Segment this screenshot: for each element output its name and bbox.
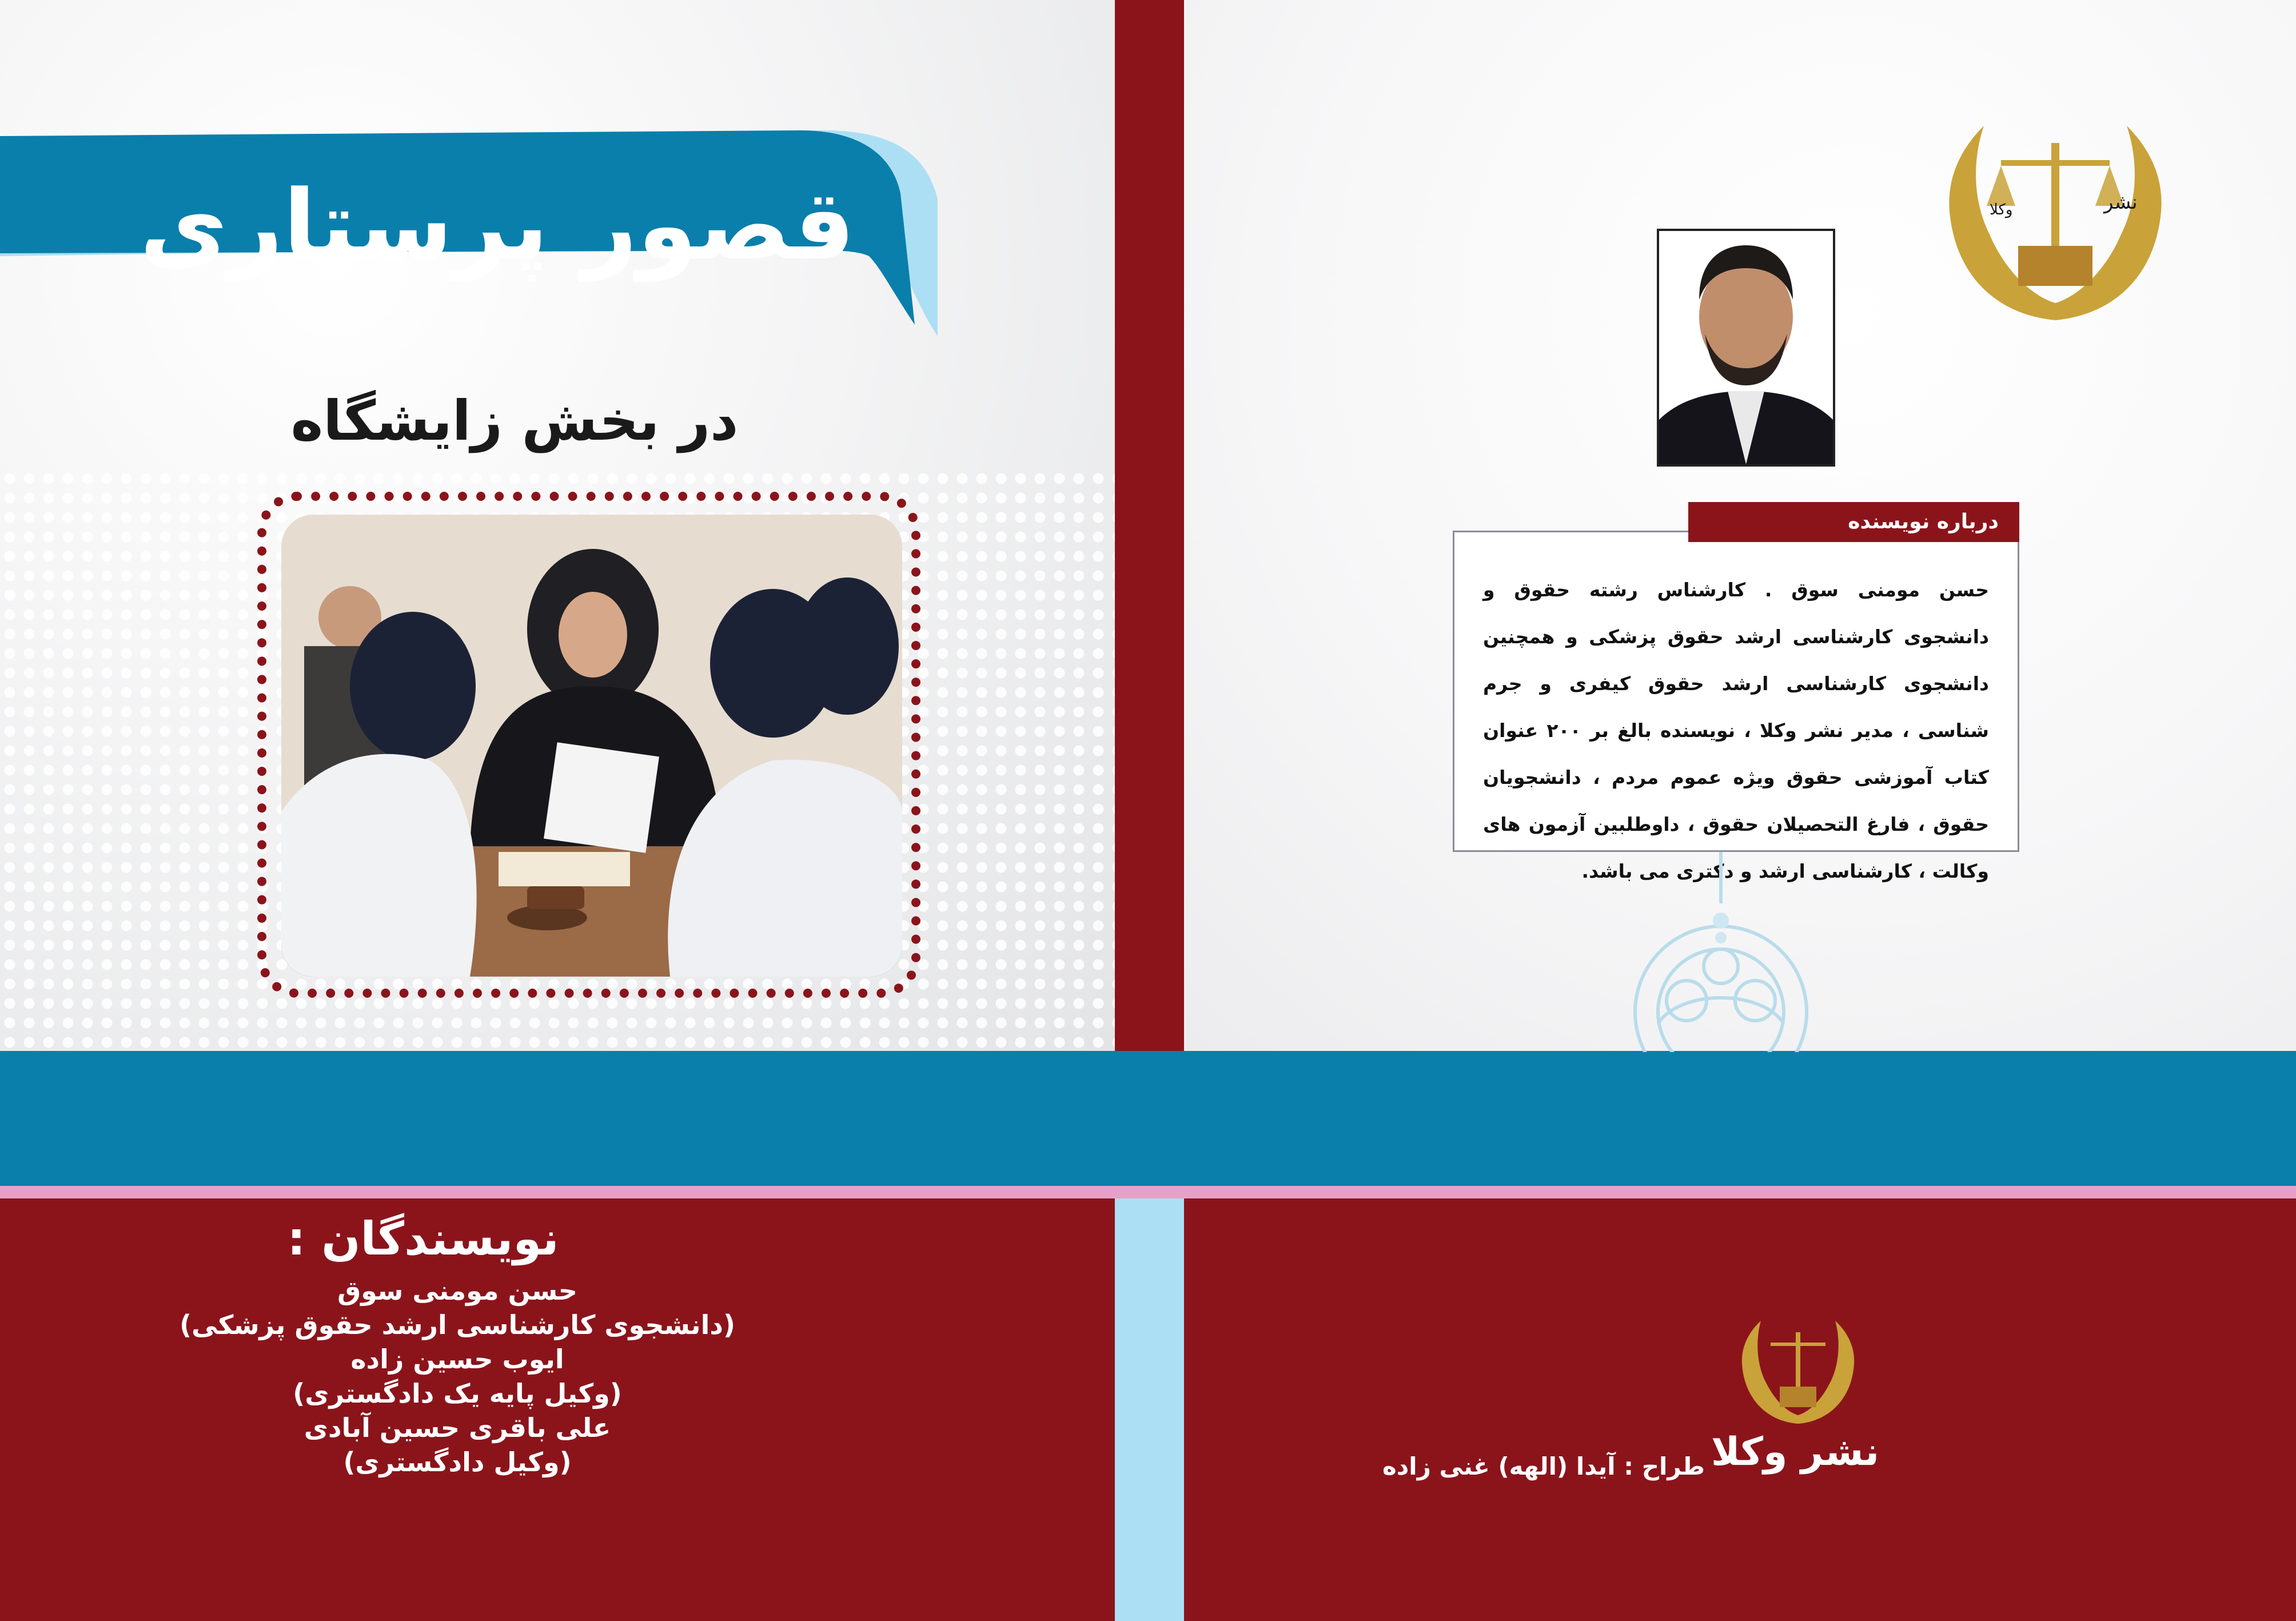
designer-credit: طراح : آیدا (الهه) غنی زاده <box>1382 1452 1705 1480</box>
book-title: قصور پرستاری <box>139 169 855 281</box>
publisher-logo-small <box>1735 1315 1861 1429</box>
spine-bottom <box>1115 1198 1184 1621</box>
author-3-name: علی باقری حسین آبادی <box>304 1412 611 1443</box>
logo-text-1: نشر <box>2104 191 2138 214</box>
pink-line <box>0 1186 2296 1198</box>
author-3-title: (وکیل دادگستری) <box>343 1447 572 1477</box>
book-subtitle: در بخش زایشگاه <box>290 389 739 453</box>
about-author-box <box>1453 531 2019 882</box>
author-2-title: (وکیل پایه یک دادگستری) <box>293 1378 622 1409</box>
author-portrait-illustration <box>1659 231 1833 464</box>
author-portrait <box>1657 229 1835 467</box>
cover-photo <box>281 515 902 977</box>
publisher-name: نشر وکلا <box>1711 1429 1880 1475</box>
authors-heading: نویسندگان : <box>287 1212 559 1265</box>
ornament-icon <box>1601 852 1841 1052</box>
author-2-name: ایوب حسین زاده <box>350 1344 564 1375</box>
publisher-logo-large <box>1932 109 2178 332</box>
about-author-text: حسن مومنی سوق . کارشناس رشته حقوق و دانشجوی کارشناسی ارشد حقوق پزشکی و همچنین دانشجوی کارشناسی ارشد حقوق کیفری و جرم شناسی ، مدیر نشر وکلا ، نویسنده بالغ بر ۲۰۰ عنوان کتاب آموزشی حقوق ویژه عموم مردم ، دانشجویان حقوق ، فارغ التحصیلان حقوق ، داوطلبین آزمون های وکالت ، کارشناسی ارشد و دکتری می باشد. <box>1483 579 1989 882</box>
logo-text-2: وکلا <box>1990 201 2013 218</box>
cover-illustration <box>281 515 902 977</box>
author-1-title: (دانشجوی کارشناسی ارشد حقوق پزشکی) <box>180 1309 735 1340</box>
blue-band <box>0 1051 2296 1186</box>
about-author-heading: درباره نویسنده <box>1688 502 2019 542</box>
author-1-name: حسن مومنی سوق <box>337 1275 577 1306</box>
spine-top <box>1115 0 1184 1051</box>
